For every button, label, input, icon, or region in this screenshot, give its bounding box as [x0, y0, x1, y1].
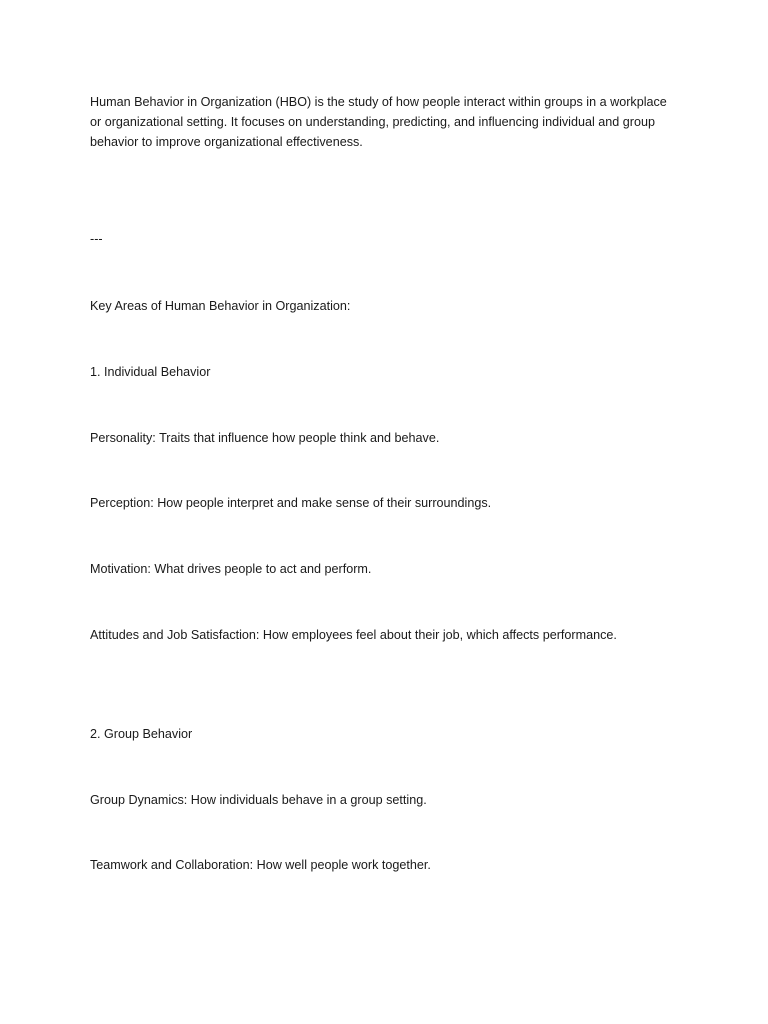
section1-item-perception: Perception: How people interpret and make sense of their surroundings. [90, 496, 492, 510]
separator: --- [90, 232, 103, 246]
section2-title: 2. Group Behavior [90, 727, 193, 741]
section-heading: Key Areas of Human Behavior in Organization: [90, 299, 351, 313]
section2-item-teamwork: Teamwork and Collaboration: How well people work together. [90, 858, 431, 872]
section1-item-personality: Personality: Traits that influence how people think and behave. [90, 431, 440, 445]
section2-item-group-dynamics: Group Dynamics: How individuals behave in a group setting. [90, 793, 427, 807]
section1-item-attitudes: Attitudes and Job Satisfaction: How employees feel about their job, which affects performance. [90, 628, 617, 642]
intro-line-1: Human Behavior in Organization (HBO) is the study of how people interact within groups in a workplace [90, 95, 667, 109]
intro-paragraph [90, 92, 690, 152]
section1-item-motivation: Motivation: What drives people to act and perform. [90, 562, 372, 576]
intro-line-3: behavior to improve organizational effectiveness. [90, 135, 363, 149]
intro-line-2: or organizational setting. It focuses on understanding, predicting, and influencing individual and group [90, 115, 655, 129]
section1-title: 1. Individual Behavior [90, 365, 211, 379]
